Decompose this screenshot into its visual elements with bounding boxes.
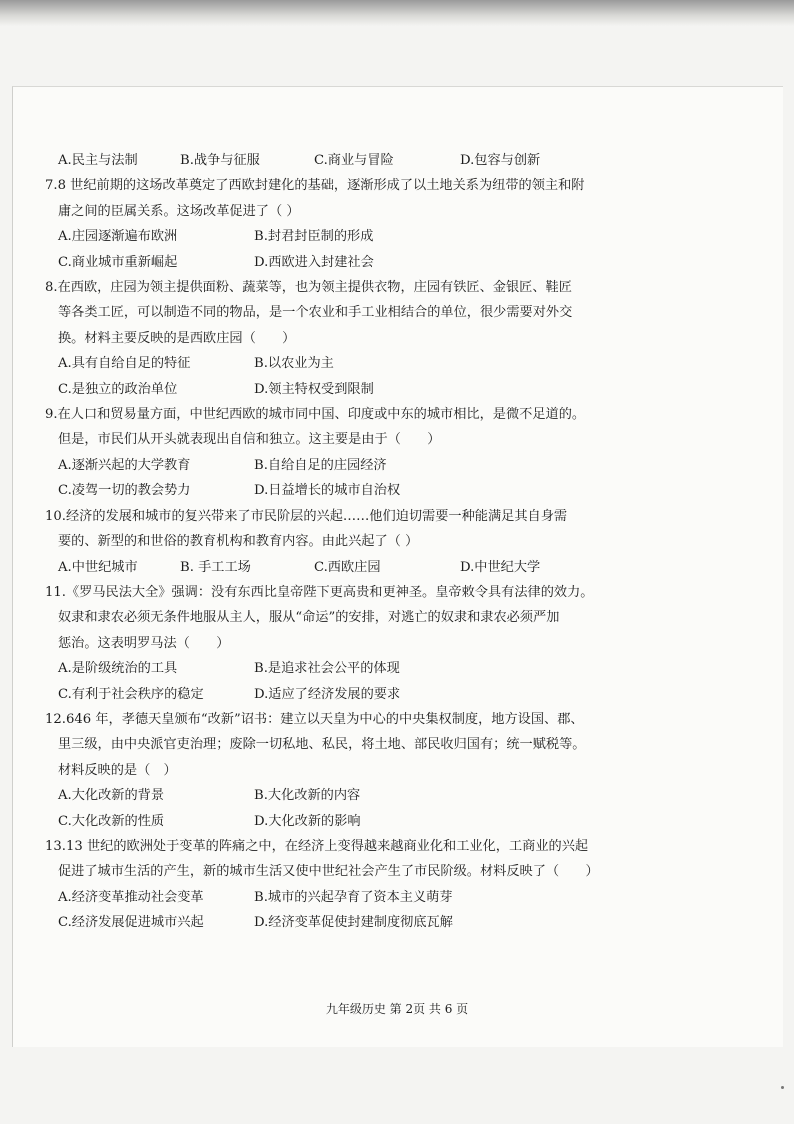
question-q8	[45, 275, 605, 402]
question-stem-line: 材料反映的是（ ）	[58, 762, 177, 778]
answer-option: A.具有自给自足的特征	[58, 356, 191, 372]
answer-option: C.凌驾一切的教会势力	[58, 483, 191, 499]
answer-option: B.城市的兴起孕育了资本主义萌芽	[254, 889, 453, 905]
answer-option: B.自给自足的庄园经济	[254, 457, 387, 473]
question-stem-line: 8.在西欧，庄园为领主提供面粉、蔬菜等，也为领主提供衣物，庄园有铁匠、金银匠、鞋匠	[45, 280, 572, 296]
option-row	[45, 885, 605, 910]
option-row	[45, 224, 605, 249]
question-stem-line: 奴隶和隶农必须无条件地服从主人，服从“命运”的安排，对逃亡的奴隶和隶农必须严加	[58, 610, 560, 626]
question-stem-line: 7.8 世纪前期的这场改革奠定了西欧封建化的基础，逐渐形成了以土地关系为纽带的领主和附	[45, 178, 585, 194]
question-q13	[45, 834, 605, 936]
answer-option: D.适应了经济发展的要求	[254, 686, 401, 702]
answer-option: A.民主与法制	[58, 153, 138, 168]
option-row	[45, 351, 605, 376]
answer-option: A.庄园逐渐遍布欧洲	[58, 229, 178, 245]
question-stem-line: 但是，市民们从开头就表现出自信和独立。这主要是由于（ ）	[58, 432, 441, 448]
answer-option: D.西欧进入封建社会	[254, 254, 374, 270]
question-list	[45, 148, 605, 936]
answer-option: C.商业与冒险	[314, 153, 394, 168]
question-stem-line: 换。材料主要反映的是西欧庄园（ ）	[58, 330, 296, 346]
option-row	[45, 783, 605, 808]
question-stem-line: 10.经济的发展和城市的复兴带来了市民阶层的兴起……他们迫切需要一种能满足其自身需	[45, 508, 568, 524]
answer-option: A.是阶级统治的工具	[58, 661, 178, 677]
scan-border	[0, 0, 794, 26]
answer-option: B.封君封臣制的形成	[254, 229, 374, 245]
option-row	[45, 809, 605, 834]
scan-speck	[781, 1086, 784, 1089]
question-stem-line: 12.646 年，孝德天皇颁布“改新”诏书：建立以天皇为中心的中央集权制度，地方设国、郡、	[45, 711, 584, 727]
option-row	[45, 910, 605, 935]
question-stem-line: 13.13 世纪的欧洲处于变革的阵痛之中，在经济上变得越来越商业化和工业化，工商业的兴起	[45, 838, 589, 854]
option-row	[45, 682, 605, 707]
answer-option: C.有利于社会秩序的稳定	[58, 686, 204, 702]
question-q7	[45, 173, 605, 275]
option-row	[45, 555, 605, 580]
question-stem-line: 庸之间的臣属关系。这场改革促进了（ ）	[58, 203, 300, 219]
answer-option: B.以农业为主	[254, 356, 334, 372]
answer-option: B.大化改新的内容	[254, 788, 361, 804]
question-q9	[45, 402, 605, 504]
answer-option: C.商业城市重新崛起	[58, 254, 178, 270]
option-row	[45, 656, 605, 681]
page-footer: 九年级历史 第 2页 共 6 页	[325, 1002, 469, 1016]
option-row	[45, 478, 605, 503]
answer-option: A.中世纪城市	[58, 559, 138, 575]
question-q10	[45, 504, 605, 580]
answer-option: A.逐渐兴起的大学教育	[58, 457, 191, 473]
option-row	[45, 148, 605, 173]
question-stem-line: 要的、新型的和世俗的教育机构和教育内容。由此兴起了（ ）	[58, 534, 419, 550]
answer-option: D.包容与创新	[460, 153, 541, 168]
answer-option: B.战争与征服	[180, 153, 260, 168]
answer-option: D.中世纪大学	[460, 559, 541, 575]
question-stem-line: 11.《罗马民法大全》强调：没有东西比皇帝陛下更高贵和更神圣。皇帝敕令具有法律的效力。	[45, 584, 594, 600]
answer-option: C.大化改新的性质	[58, 813, 165, 829]
question-stem-line: 惩治。这表明罗马法（ ）	[58, 635, 230, 651]
option-row	[45, 377, 605, 402]
question-q11	[45, 580, 605, 707]
question-q6_opts	[45, 148, 605, 173]
answer-option: C.西欧庄园	[314, 559, 381, 575]
question-stem-line: 9.在人口和贸易量方面，中世纪西欧的城市同中国、印度或中东的城市相比，是微不足道的。	[45, 407, 586, 423]
question-stem-line: 促进了城市生活的产生，新的城市生活又使中世纪社会产生了市民阶级。材料反映了（ ）	[58, 864, 599, 880]
answer-option: B. 手工工场	[180, 559, 251, 575]
answer-option: D.日益增长的城市自治权	[254, 483, 401, 499]
option-row	[45, 250, 605, 275]
answer-option: B.是追求社会公平的体现	[254, 661, 400, 677]
answer-option: D.大化改新的影响	[254, 813, 361, 829]
answer-option: A.经济变革推动社会变革	[58, 889, 204, 905]
answer-option: D.经济变革促使封建制度彻底瓦解	[254, 915, 453, 931]
answer-option: C.经济发展促进城市兴起	[58, 915, 204, 931]
answer-option: C.是独立的政治单位	[58, 381, 178, 397]
answer-option: A.大化改新的背景	[58, 788, 165, 804]
question-stem-line: 里三级，由中央派官吏治理；废除一切私地、私民，将土地、部民收归国有；统一赋税等。	[58, 737, 586, 753]
question-q12	[45, 707, 605, 834]
answer-option: D.领主特权受到限制	[254, 381, 374, 397]
question-stem-line: 等各类工匠，可以制造不同的物品，是一个农业和手工业相结合的单位，很少需要对外交	[58, 305, 573, 321]
option-row	[45, 453, 605, 478]
